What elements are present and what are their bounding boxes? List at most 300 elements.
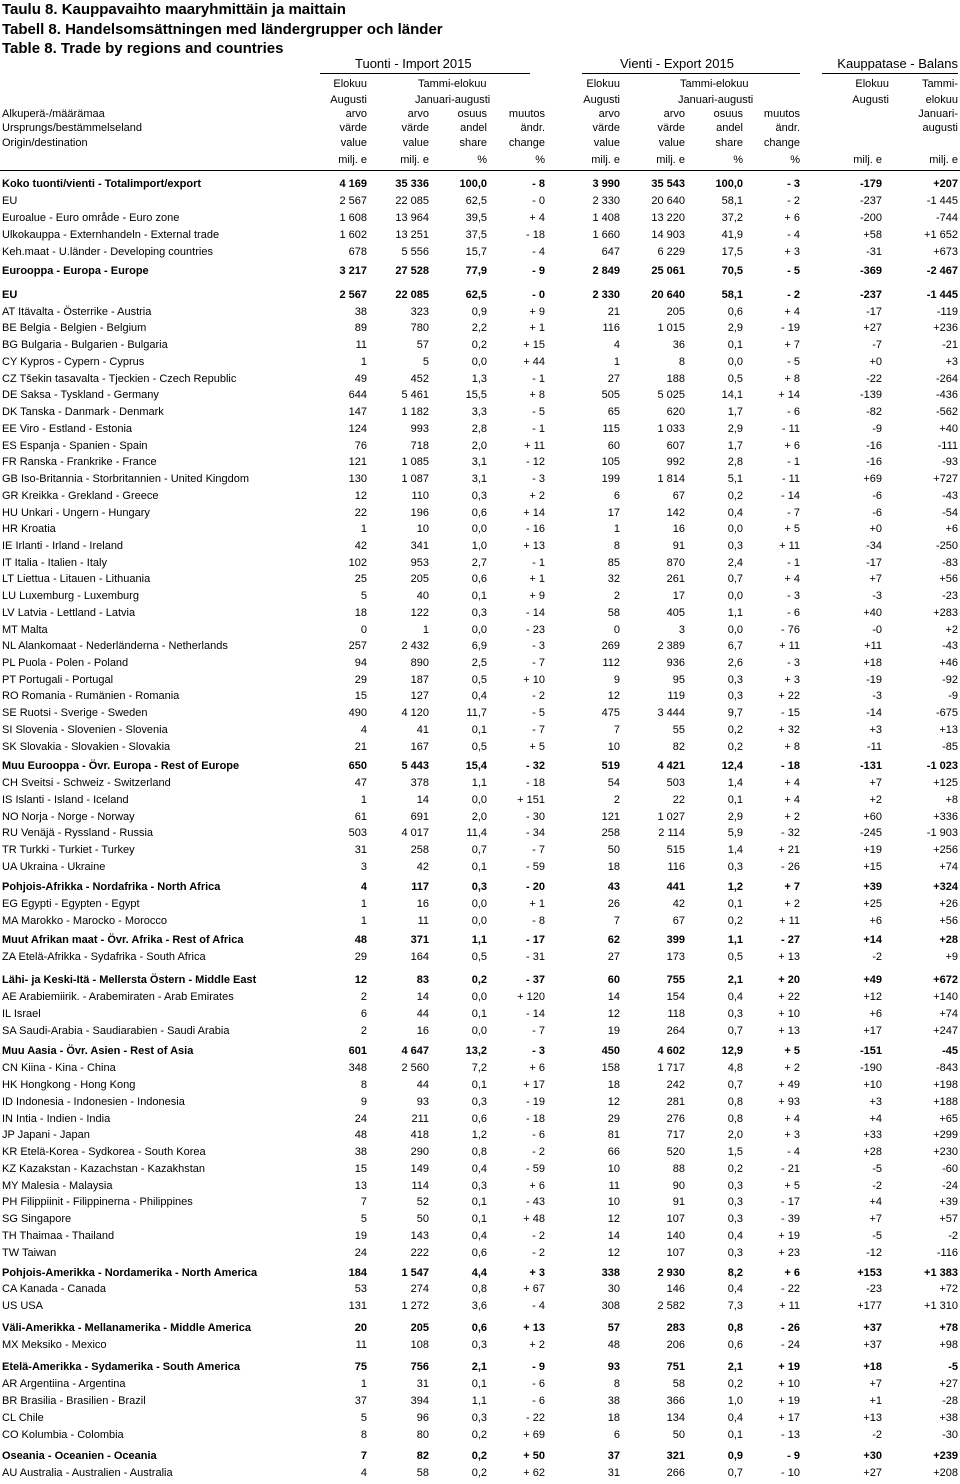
value-cell: 1,1 [471, 777, 487, 789]
value-cell: + 20 [778, 974, 800, 986]
value-cell: + 67 [523, 1283, 545, 1295]
value-cell: +74 [939, 1008, 958, 1020]
table-row [0, 1393, 960, 1409]
value-cell: 0,1 [727, 1429, 743, 1441]
value-cell: 718 [410, 440, 429, 452]
value-cell: 48 [607, 1339, 620, 1351]
value-cell: 12 [607, 690, 620, 702]
value-cell: 5 025 [657, 389, 685, 401]
value-cell: 5 443 [401, 760, 429, 772]
value-cell: - 0 [532, 289, 545, 301]
country-column-label-fi: Alkuperä-/määrämaa [2, 108, 105, 120]
value-cell: +17 [863, 1025, 882, 1037]
value-cell: 4 [360, 881, 367, 893]
value-cell: 890 [410, 657, 429, 669]
value-cell: 40 [416, 590, 429, 602]
value-cell: 206 [666, 1339, 685, 1351]
table-row [0, 1376, 960, 1392]
value-cell: 2,7 [471, 557, 487, 569]
measure-label-sv-3: ändr. [520, 122, 545, 134]
value-cell: 1,4 [727, 777, 743, 789]
table-row [0, 454, 960, 470]
value-cell: + 62 [523, 1467, 545, 1479]
value-cell: +56 [939, 573, 958, 585]
value-cell: -23 [942, 590, 958, 602]
value-cell: 0,3 [471, 490, 487, 502]
value-cell: 755 [666, 974, 685, 986]
value-cell: 116 [602, 322, 620, 334]
value-cell: 8 [613, 1378, 620, 1390]
value-cell: 2,9 [727, 811, 743, 823]
value-cell: 62,5 [465, 289, 487, 301]
value-cell: 3,1 [471, 456, 487, 468]
country-name: IL Israel [2, 1008, 41, 1020]
value-cell: 42 [416, 861, 429, 873]
value-cell: 1 547 [401, 1267, 429, 1279]
value-cell: 308 [601, 1300, 620, 1312]
value-cell: 35 336 [395, 178, 429, 190]
table-row [0, 638, 960, 654]
value-cell: - 3 [532, 473, 545, 485]
value-cell: 67 [672, 915, 685, 927]
value-cell: 520 [666, 1146, 685, 1158]
value-cell: 8 [360, 1079, 367, 1091]
value-cell: 1 [360, 794, 367, 806]
value-cell: 31 [416, 1378, 429, 1390]
value-cell: 0,1 [471, 590, 487, 602]
value-cell: 0,1 [471, 1196, 487, 1208]
value-cell: 2 330 [592, 195, 620, 207]
value-cell: - 59 [526, 861, 545, 873]
measure-label-fi-1: arvo [407, 108, 429, 120]
value-cell: 490 [348, 707, 367, 719]
value-cell: 15 [354, 1163, 367, 1175]
value-cell: 26 [607, 898, 620, 910]
value-cell: + 3 [784, 246, 800, 258]
value-cell: 37 [354, 1395, 367, 1407]
country-name: Muu Eurooppa - Övr. Europa - Rest of Europe [2, 760, 240, 772]
country-name: CN Kiina - Kina - China [2, 1062, 116, 1074]
value-cell: 0,7 [727, 1079, 743, 1091]
value-cell: +58 [863, 229, 882, 241]
value-cell: 118 [667, 1008, 685, 1020]
value-cell: - 7 [532, 1025, 545, 1037]
value-cell: +153 [857, 1267, 882, 1279]
group-total-row [0, 932, 960, 948]
value-cell: 678 [348, 246, 367, 258]
value-cell: - 6 [787, 607, 800, 619]
value-cell: 257 [348, 640, 367, 652]
value-cell: 1 814 [657, 473, 685, 485]
value-cell: 7 [613, 724, 620, 736]
value-cell: - 22 [526, 1412, 545, 1424]
table-row [0, 913, 960, 929]
country-name: IN Intia - Indien - India [2, 1113, 111, 1125]
country-name: AT Itävalta - Österrike - Austria [2, 306, 152, 318]
country-name: RO Romania - Rumänien - Romania [2, 690, 180, 702]
value-cell: 0,8 [471, 1283, 487, 1295]
value-cell: 1,5 [727, 1146, 743, 1158]
value-cell: + 5 [784, 1180, 800, 1192]
value-cell: +13 [863, 1412, 882, 1424]
value-cell: 43 [607, 881, 620, 893]
value-cell: 20 640 [651, 289, 685, 301]
value-cell: -7 [872, 339, 882, 351]
value-cell: 2 567 [339, 289, 367, 301]
title-fi: Taulu 8. Kauppavaihto maaryhmittäin ja maittain [2, 1, 346, 18]
value-cell: 644 [348, 389, 367, 401]
value-cell: 418 [410, 1129, 429, 1141]
value-cell: 0,1 [471, 1213, 487, 1225]
value-cell: 0,5 [471, 951, 487, 963]
value-cell: 394 [410, 1395, 429, 1407]
value-cell: +3 [869, 1096, 882, 1108]
value-cell: 0,9 [471, 306, 487, 318]
value-cell: + 7 [784, 881, 800, 893]
value-cell: - 11 [781, 423, 800, 435]
value-cell: - 18 [526, 229, 545, 241]
value-cell: 65 [607, 406, 620, 418]
value-cell: + 69 [523, 1429, 545, 1441]
value-cell: +49 [863, 974, 882, 986]
value-cell: 0,3 [727, 1213, 743, 1225]
measure-label-en-3: change [508, 137, 545, 149]
group-total-row [0, 176, 960, 192]
value-cell: 91 [672, 540, 685, 552]
country-name: CL Chile [2, 1412, 44, 1424]
group-balance-heading: Kauppatase - Balans [837, 56, 958, 71]
value-cell: 1 182 [401, 406, 429, 418]
value-cell: 38 [607, 1395, 620, 1407]
value-cell: 25 061 [651, 265, 685, 277]
value-cell: 321 [666, 1450, 685, 1462]
value-cell: 37,5 [465, 229, 487, 241]
value-cell: - 11 [781, 473, 800, 485]
value-cell: 29 [354, 674, 367, 686]
value-cell: 50 [607, 844, 620, 856]
value-cell: + 3 [529, 1267, 545, 1279]
value-cell: 3 [360, 861, 367, 873]
value-cell: 10 [607, 1163, 620, 1175]
value-cell: +140 [933, 991, 958, 1003]
value-cell: 0,0 [727, 624, 743, 636]
country-name: CA Kanada - Canada [2, 1283, 106, 1295]
table-row [0, 1281, 960, 1297]
measure-label-fi-6: osuus [713, 108, 743, 120]
value-cell: 264 [666, 1025, 685, 1037]
country-name: JP Japani - Japan [2, 1129, 90, 1141]
value-cell: 405 [666, 607, 685, 619]
value-cell: - 43 [526, 1196, 545, 1208]
value-cell: +1 [869, 1395, 882, 1407]
value-cell: +188 [933, 1096, 958, 1108]
value-cell: + 6 [784, 212, 800, 224]
value-cell: +2 [945, 624, 958, 636]
measure-label-sv-8: augusti [922, 122, 958, 134]
value-cell: + 10 [523, 674, 545, 686]
value-cell: - 8 [532, 915, 545, 927]
value-cell: 82 [672, 741, 685, 753]
value-cell: 601 [348, 1045, 367, 1057]
value-cell: -12 [866, 1247, 882, 1259]
country-name: Muut Afrikan maat - Övr. Afrika - Rest of Africa [2, 934, 244, 946]
country-name: GB Iso-Britannia - Storbritannien - United Kingdom [2, 473, 250, 485]
import-ytd-label: Tammi-elokuu [418, 78, 487, 90]
value-cell: +1 383 [924, 1267, 958, 1279]
value-cell: 283 [666, 1322, 685, 1334]
value-cell: 30 [607, 1283, 620, 1295]
value-cell: 22 085 [395, 195, 429, 207]
value-cell: +4 [869, 1113, 882, 1125]
value-cell: 3 [678, 624, 685, 636]
table-row [0, 304, 960, 320]
value-cell: + 14 [523, 507, 545, 519]
value-cell: 0,0 [471, 794, 487, 806]
value-cell: + 120 [517, 991, 545, 1003]
value-cell: 143 [410, 1230, 429, 1242]
value-cell: 2,4 [727, 557, 743, 569]
value-cell: -1 023 [926, 760, 958, 772]
value-cell: 58,1 [721, 289, 743, 301]
value-cell: 117 [411, 881, 429, 893]
table-row [0, 1194, 960, 1210]
value-cell: 2,1 [471, 1361, 487, 1373]
value-cell: 50 [672, 1429, 685, 1441]
value-cell: 0,1 [727, 339, 743, 351]
value-cell: 0,0 [471, 991, 487, 1003]
value-cell: -9 [948, 690, 958, 702]
value-cell: 7 [360, 1450, 367, 1462]
value-cell: 205 [666, 306, 685, 318]
value-cell: 936 [666, 657, 685, 669]
value-cell: - 17 [526, 934, 545, 946]
value-cell: 6 [613, 490, 620, 502]
country-name: UA Ukraina - Ukraine [2, 861, 106, 873]
title-sv: Tabell 8. Handelsomsättningen med ländergrupper och länder [2, 20, 443, 38]
value-cell: 0,3 [727, 1180, 743, 1192]
value-cell: -23 [866, 1283, 882, 1295]
value-cell: 187 [410, 674, 429, 686]
value-cell: - 6 [532, 1129, 545, 1141]
value-cell: 18 [607, 1079, 620, 1091]
export-ytd-label: Tammi-elokuu [680, 78, 749, 90]
value-cell: 399 [666, 934, 685, 946]
value-cell: 6 229 [657, 246, 685, 258]
table-row [0, 1298, 960, 1314]
country-column-label-en: Origin/destination [2, 137, 88, 149]
value-cell: 58,1 [721, 195, 743, 207]
value-cell: + 2 [529, 490, 545, 502]
value-cell: 167 [410, 741, 429, 753]
group-import-heading: Tuonti - Import 2015 [355, 56, 472, 71]
value-cell: +7 [869, 1213, 882, 1225]
value-cell: +65 [939, 1113, 958, 1125]
value-cell: +56 [939, 915, 958, 927]
value-cell: 0,5 [471, 674, 487, 686]
value-cell: 0,4 [471, 690, 487, 702]
title-en: Table 8. Trade by regions and countries [2, 40, 284, 57]
value-cell: 5 [360, 1412, 367, 1424]
value-cell: 18 [607, 861, 620, 873]
country-name: ID Indonesia - Indonesien - Indonesia [2, 1096, 185, 1108]
value-cell: + 9 [529, 306, 545, 318]
value-cell: 21 [607, 306, 620, 318]
country-name: CZ Tšekin tasavalta - Tjeckien - Czech Republic [2, 373, 237, 385]
country-name: Eurooppa - Europa - Europe [2, 265, 149, 277]
value-cell: 112 [602, 657, 620, 669]
value-cell: 4 120 [401, 707, 429, 719]
value-cell: 2 567 [339, 195, 367, 207]
value-cell: 0,4 [727, 1283, 743, 1295]
country-name: EU [2, 195, 18, 207]
value-cell: 11,4 [466, 827, 487, 839]
value-cell: 22 [672, 794, 685, 806]
value-cell: 2,9 [727, 423, 743, 435]
value-cell: 269 [601, 640, 620, 652]
value-cell: 6 [360, 1008, 367, 1020]
value-cell: 67 [672, 490, 685, 502]
value-cell: + 6 [784, 1267, 800, 1279]
value-cell: 1 027 [657, 811, 685, 823]
group-total-row [0, 287, 960, 303]
value-cell: +39 [939, 1196, 958, 1208]
value-cell: - 4 [532, 1300, 545, 1312]
value-cell: 2,0 [471, 440, 487, 452]
value-cell: 0,4 [727, 991, 743, 1003]
value-cell: +37 [863, 1339, 882, 1351]
measure-label-fi-4: arvo [598, 108, 620, 120]
value-cell: 5 [360, 1213, 367, 1225]
value-cell: 21 [354, 741, 367, 753]
value-cell: 3,6 [471, 1300, 487, 1312]
value-cell: 37,2 [721, 212, 743, 224]
value-cell: + 6 [529, 1062, 545, 1074]
value-cell: + 19 [778, 1361, 800, 1373]
value-cell: 8 [613, 540, 620, 552]
measure-label-sv-0: värde [339, 122, 367, 134]
value-cell: 993 [410, 423, 429, 435]
value-cell: 1,2 [727, 881, 743, 893]
value-cell: 80 [416, 1429, 429, 1441]
value-cell: + 17 [778, 1412, 800, 1424]
value-cell: 1,7 [727, 440, 743, 452]
value-cell: - 10 [781, 1467, 800, 1479]
value-cell: -83 [942, 557, 958, 569]
value-cell: 1 [360, 915, 367, 927]
value-cell: 0,0 [471, 624, 487, 636]
value-cell: - 3 [532, 640, 545, 652]
value-cell: 0 [360, 624, 367, 636]
value-cell: 0,6 [471, 1113, 487, 1125]
value-cell: 13 251 [395, 229, 429, 241]
value-cell: 205 [410, 573, 429, 585]
value-cell: + 3 [784, 674, 800, 686]
value-cell: 47 [354, 777, 367, 789]
table-row [0, 571, 960, 587]
value-cell: + 4 [529, 212, 545, 224]
table-row [0, 438, 960, 454]
value-cell: -3 [872, 690, 882, 702]
value-cell: 515 [666, 844, 685, 856]
value-cell: + 2 [784, 811, 800, 823]
value-cell: -237 [859, 289, 882, 301]
value-cell: 4 647 [401, 1045, 429, 1057]
value-cell: 4,4 [471, 1267, 487, 1279]
measure-label-en-6: share [715, 137, 743, 149]
value-cell: +38 [939, 1412, 958, 1424]
value-cell: 149 [410, 1163, 429, 1175]
value-cell: 27 [607, 951, 620, 963]
value-cell: 0,6 [727, 306, 743, 318]
value-cell: 0,2 [727, 724, 743, 736]
value-cell: +40 [863, 607, 882, 619]
value-cell: -92 [942, 674, 958, 686]
value-cell: -19 [866, 674, 882, 686]
value-cell: 13 220 [651, 212, 685, 224]
value-cell: 57 [607, 1322, 620, 1334]
value-cell: + 8 [529, 389, 545, 401]
value-cell: - 7 [532, 844, 545, 856]
value-cell: 27 [607, 373, 620, 385]
value-cell: - 17 [781, 1196, 800, 1208]
country-name: FR Ranska - Frankrike - France [2, 456, 157, 468]
value-cell: 0,2 [471, 1450, 487, 1462]
value-cell: 35 543 [651, 178, 685, 190]
group-total-row [0, 263, 960, 279]
value-cell: 131 [348, 1300, 367, 1312]
table-row [0, 521, 960, 537]
value-cell: 0,6 [471, 573, 487, 585]
value-cell: + 13 [778, 1025, 800, 1037]
value-cell: 717 [666, 1129, 685, 1141]
value-cell: 14 903 [651, 229, 685, 241]
value-cell: - 12 [526, 456, 545, 468]
table-row [0, 809, 960, 825]
table-row [0, 1161, 960, 1177]
group-total-row [0, 1043, 960, 1059]
value-cell: +18 [863, 1361, 882, 1373]
value-cell: + 6 [529, 1180, 545, 1192]
value-cell: 31 [607, 1467, 620, 1479]
value-cell: 0,5 [727, 951, 743, 963]
value-cell: -139 [859, 389, 882, 401]
value-cell: 2 [360, 991, 367, 1003]
country-name: SA Saudi-Arabia - Saudiarabien - Saudi Arabia [2, 1025, 230, 1037]
value-cell: - 30 [526, 811, 545, 823]
country-name: MX Meksiko - Mexico [2, 1339, 107, 1351]
unit-label-1: milj. e [400, 154, 429, 166]
value-cell: 60 [607, 440, 620, 452]
value-cell: + 48 [523, 1213, 545, 1225]
value-cell: +2 [869, 794, 882, 806]
value-cell: +673 [933, 246, 958, 258]
value-cell: + 13 [523, 540, 545, 552]
value-cell: 122 [410, 607, 429, 619]
value-cell: +256 [933, 844, 958, 856]
value-cell: 0,2 [471, 974, 487, 986]
value-cell: - 26 [781, 861, 800, 873]
value-cell: -2 467 [926, 265, 958, 277]
value-cell: + 50 [523, 1450, 545, 1462]
country-name: AU Australia - Australien - Australia [2, 1467, 173, 1479]
value-cell: 95 [672, 674, 685, 686]
value-cell: 2 389 [657, 640, 685, 652]
value-cell: 441 [666, 881, 685, 893]
value-cell: - 14 [526, 607, 545, 619]
value-cell: 82 [416, 1450, 429, 1462]
value-cell: 1 272 [401, 1300, 429, 1312]
value-cell: 1,4 [727, 844, 743, 856]
